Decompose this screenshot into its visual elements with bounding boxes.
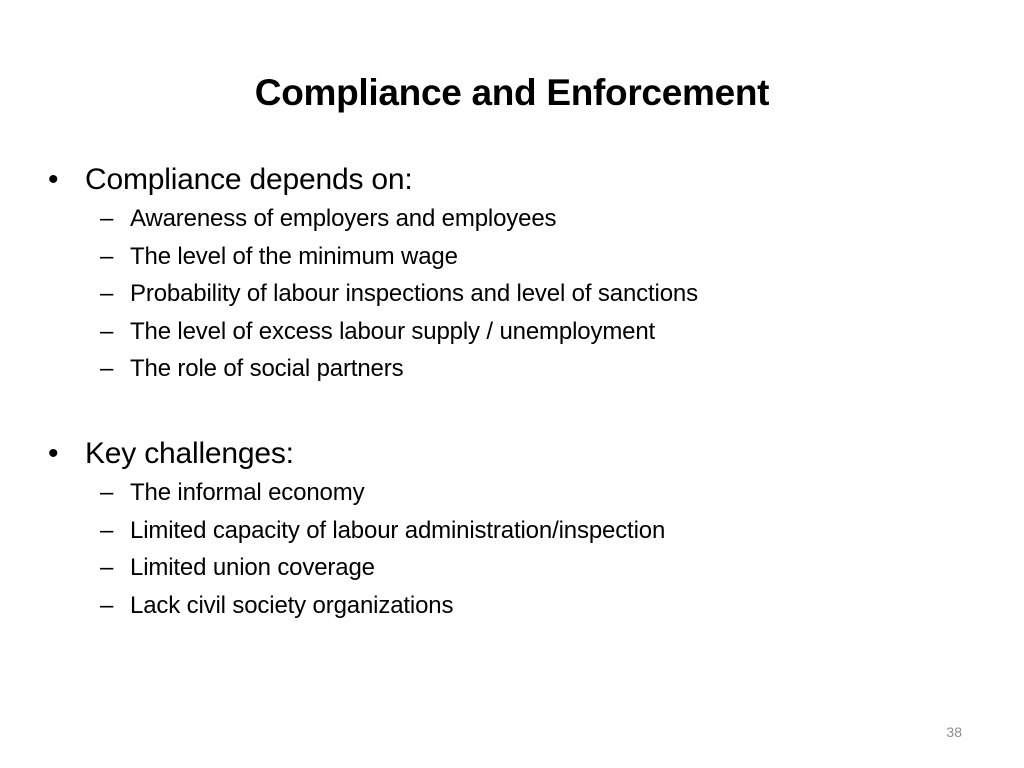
slide-title: Compliance and Enforcement bbox=[254, 72, 770, 113]
sub-bullet-item bbox=[48, 549, 978, 587]
sub-bullet-item bbox=[48, 238, 978, 276]
sub-bullet-item bbox=[48, 200, 978, 238]
sub-bullet-text: The level of the minimum wage bbox=[130, 242, 458, 270]
sub-bullet-text: Limited union coverage bbox=[130, 554, 375, 581]
section-key-challenges bbox=[48, 434, 978, 624]
dash-marker: – bbox=[100, 355, 114, 382]
sub-bullet-text: Limited capacity of labour administration/inspection bbox=[130, 516, 666, 544]
bullet-marker: • bbox=[48, 163, 59, 196]
main-bullet-label: Key challenges: bbox=[85, 437, 294, 470]
dash-marker: – bbox=[100, 242, 114, 270]
section-compliance-depends bbox=[48, 160, 978, 388]
main-bullet bbox=[48, 160, 978, 200]
sub-bullet-list bbox=[48, 474, 978, 624]
main-bullet-label: Compliance depends on: bbox=[85, 163, 413, 196]
sub-bullet-item bbox=[48, 350, 978, 388]
dash-marker: – bbox=[100, 205, 114, 232]
sub-bullet-text: The informal economy bbox=[130, 479, 365, 506]
sub-bullet-text: Lack civil society organizations bbox=[130, 591, 454, 619]
sub-bullet-item bbox=[48, 275, 978, 313]
dash-marker: – bbox=[100, 479, 114, 506]
page-number: 38 bbox=[946, 724, 962, 740]
dash-marker: – bbox=[100, 280, 114, 307]
sub-bullet-item bbox=[48, 313, 978, 351]
bullet-marker: • bbox=[48, 437, 59, 470]
sub-bullet-item bbox=[48, 512, 978, 550]
dash-marker: – bbox=[100, 554, 114, 581]
dash-marker: – bbox=[100, 516, 114, 544]
sub-bullet-text: Awareness of employers and employees bbox=[130, 205, 557, 232]
dash-marker: – bbox=[100, 591, 114, 619]
sub-bullet-text: Probability of labour inspections and level of sanctions bbox=[130, 280, 698, 307]
sub-bullet-item bbox=[48, 587, 978, 625]
dash-marker: – bbox=[100, 317, 114, 345]
sub-bullet-item bbox=[48, 474, 978, 512]
sub-bullet-text: The level of excess labour supply / unemployment bbox=[130, 317, 656, 345]
sub-bullet-list bbox=[48, 200, 978, 388]
sub-bullet-text: The role of social partners bbox=[130, 355, 404, 382]
main-bullet bbox=[48, 434, 978, 474]
